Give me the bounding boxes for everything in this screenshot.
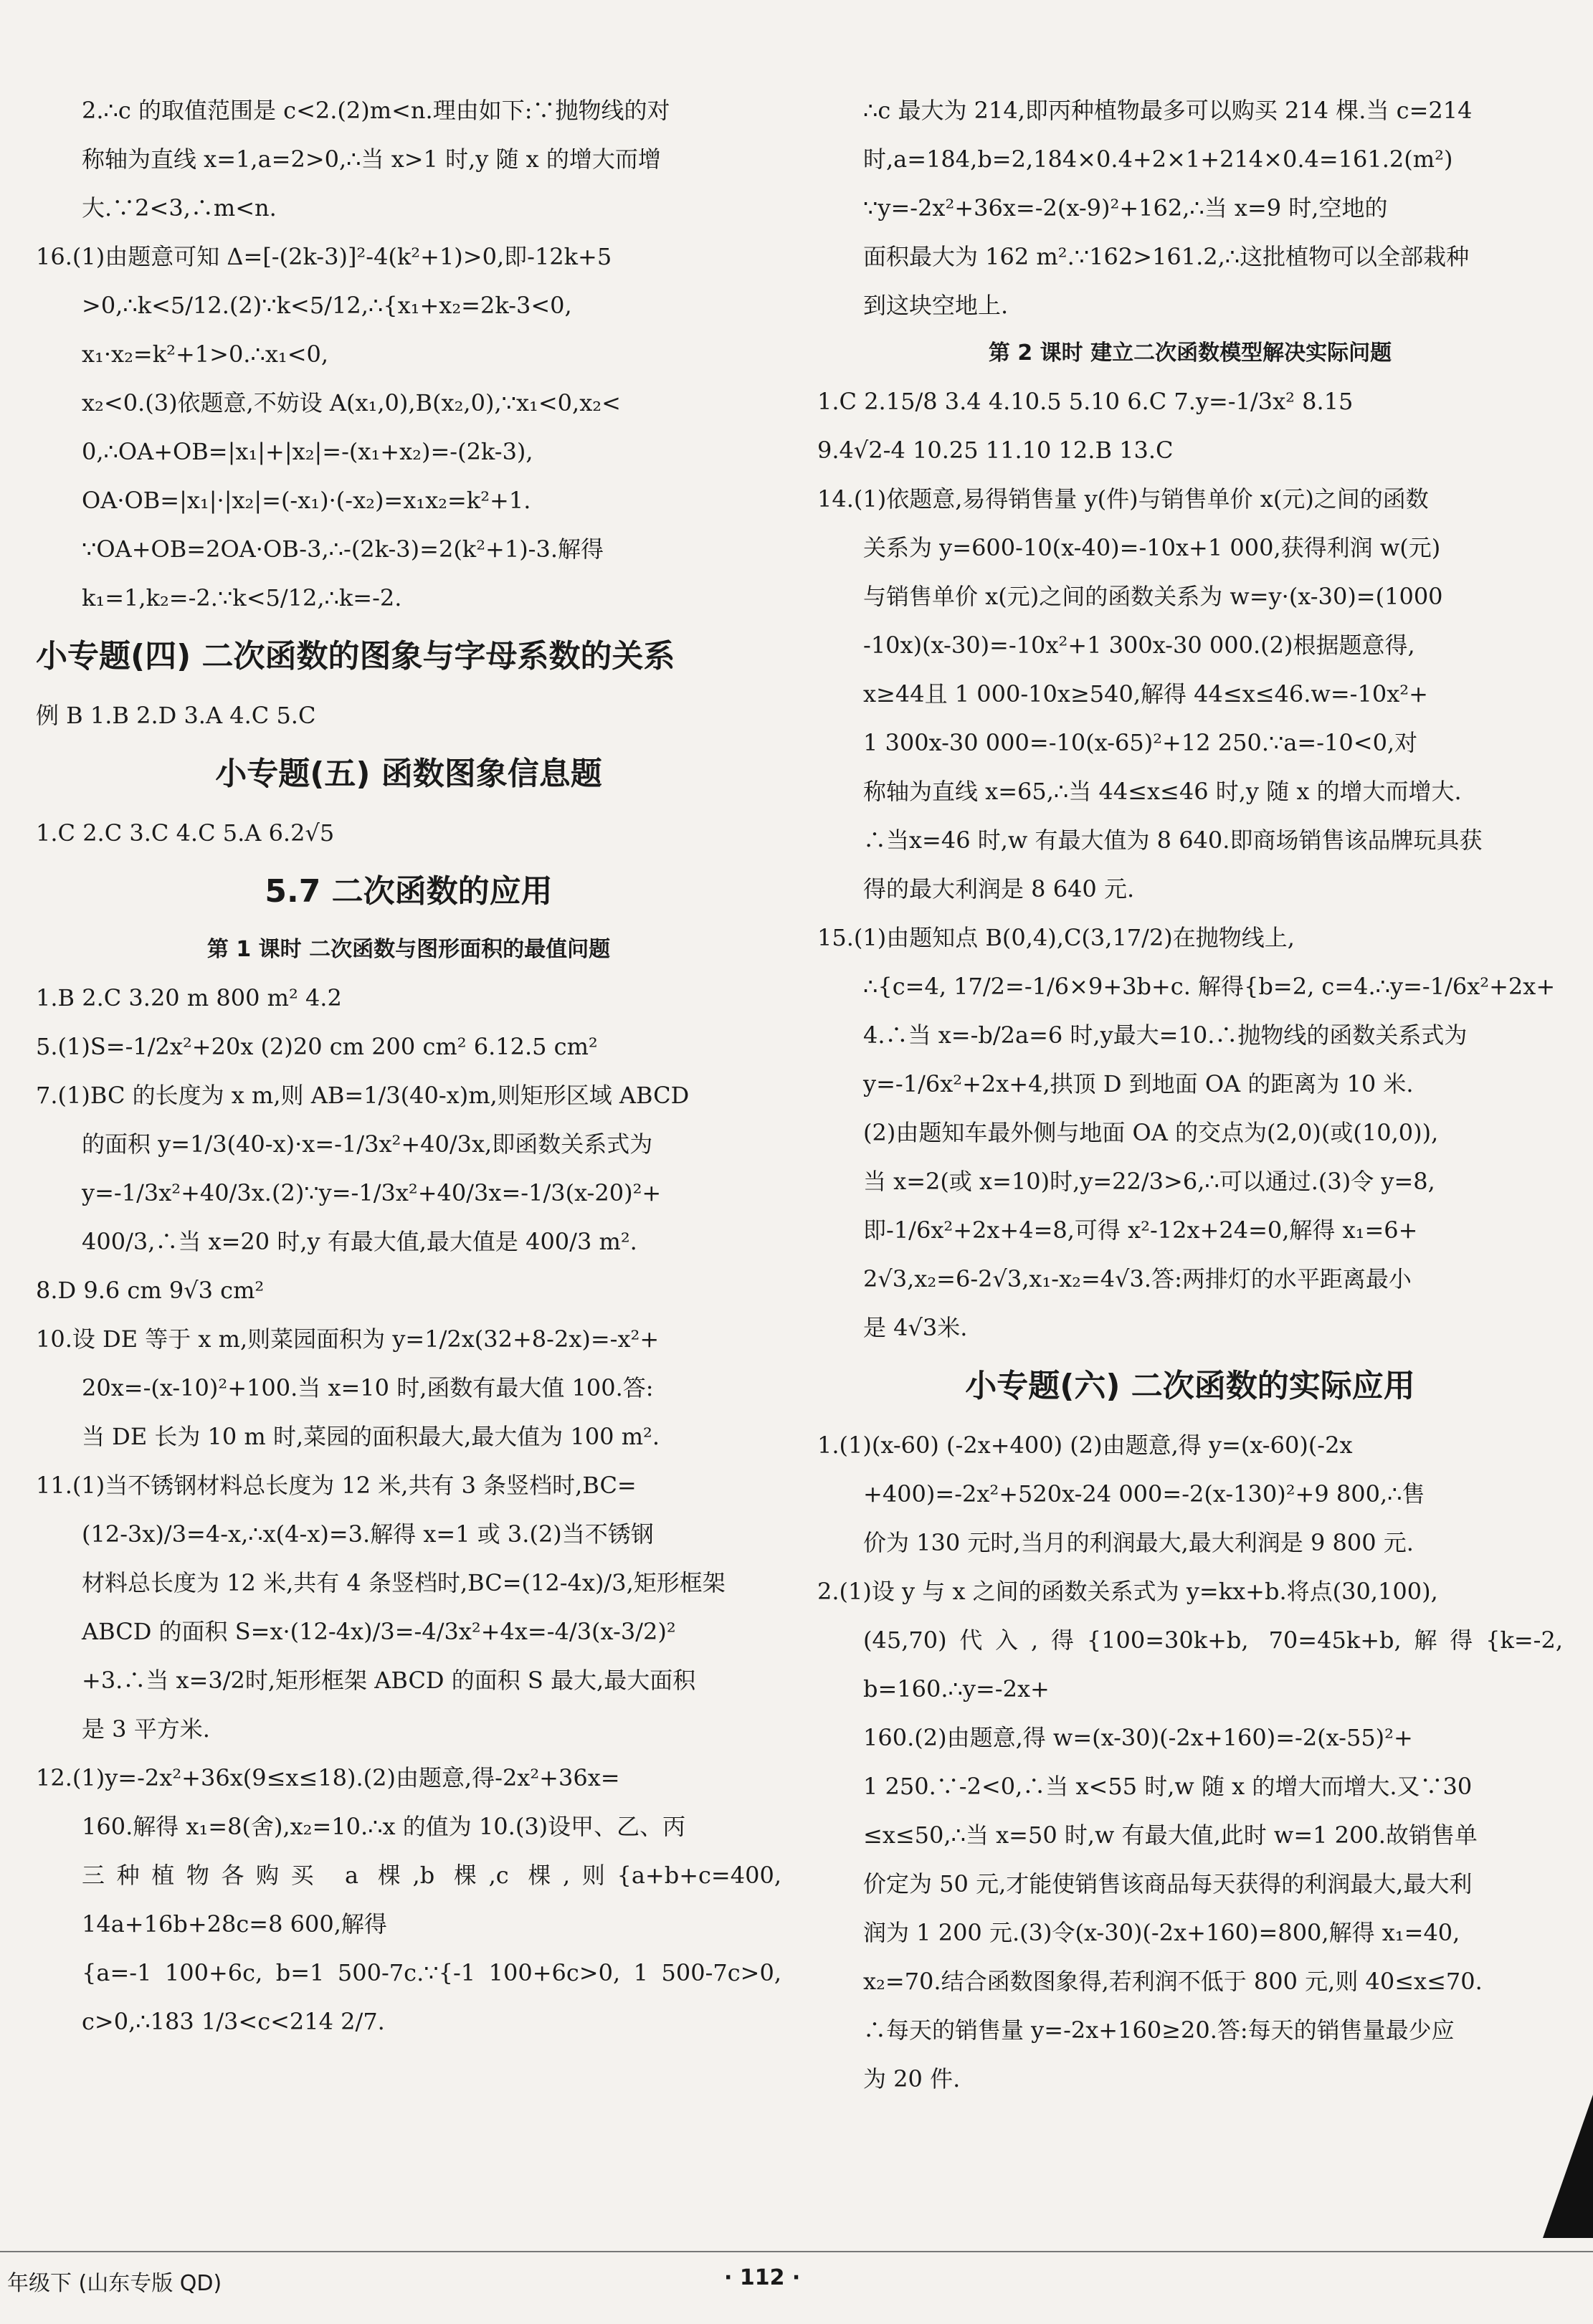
text-line: 面积最大为 162 m².∵162>161.2,∴这批植物可以全部栽种: [863, 243, 1470, 270]
text-line: 12.(1)y=-2x²+36x(9≤x≤18).(2)由题意,得-2x²+36x=: [36, 1764, 620, 1791]
text-line: -10x)(x-30)=-10x²+1 300x-30 000.(2)根据题意得,: [863, 632, 1415, 659]
text-line: 大.∵2<3,∴m<n.: [82, 194, 277, 222]
text-line: x≥44且 1 000-10x≥540,解得 44≤x≤46.w=-10x²+: [863, 680, 1428, 708]
text-line: x₂<0.(3)依题意,不妨设 A(x₁,0),B(x₂,0),∵x₁<0,x₂<: [82, 389, 621, 416]
text-line: ∴每天的销售量 y=-2x+160≥20.答:每天的销售量最少应: [863, 2016, 1455, 2044]
text-line: 价为 130 元时,当月的利润最大,最大利润是 9 800 元.: [863, 1529, 1414, 1556]
text-line: x₂=70.结合函数图象得,若利润不低于 800 元,则 40≤x≤70.: [863, 1968, 1483, 1995]
text-line: 价定为 50 元,才能使销售该商品每天获得的利润最大,最大利: [863, 1870, 1473, 1897]
text-line: 4.∴当 x=-b/2a=6 时,y最大=10.∴抛物线的函数关系式为: [863, 1021, 1468, 1049]
text-line: ∵OA+OB=2OA·OB-3,∴-(2k-3)=2(k²+1)-3.解得: [82, 535, 604, 563]
left-column: [36, 86, 781, 2046]
text-line: 2.(1)设 y 与 x 之间的函数关系式为 y=kx+b.将点(30,100),: [817, 1578, 1438, 1605]
text-line: 润为 1 200 元.(3)令(x-30)(-2x+160)=800,解得 x₁=40,: [863, 1919, 1460, 1946]
text-line: 到这块空地上.: [863, 292, 1009, 319]
text-line: 即-1/6x²+2x+4=8,可得 x²-12x+24=0,解得 x₁=6+: [863, 1216, 1418, 1244]
topic-4-answers: 例 B 1.B 2.D 3.A 4.C 5.C: [36, 702, 316, 729]
lesson-2-title: 第 2 课时 建立二次函数模型解决实际问题: [988, 340, 1392, 366]
text-line: (45,70)代入,得{100=30k+b, 70=45k+b,解得{k=-2, b=160.∴y=-2x+: [863, 1627, 1563, 1702]
text-line: 当 DE 长为 10 m 时,菜园的面积最大,最大值为 100 m².: [82, 1423, 660, 1450]
text-line: 160.解得 x₁=8(舍),x₂=10.∴x 的值为 10.(3)设甲、乙、丙: [82, 1813, 686, 1840]
text-line: ∴c 最大为 214,即丙种植物最多可以购买 214 棵.当 c=214: [863, 97, 1473, 124]
text-line: OA·OB=|x₁|·|x₂|=(-x₁)·(-x₂)=x₁x₂=k²+1.: [82, 487, 531, 514]
text-line: +3.∴当 x=3/2时,矩形框架 ABCD 的面积 S 最大,最大面积: [82, 1667, 696, 1694]
text-line: 1.(1)(x-60) (-2x+400) (2)由题意,得 y=(x-60)(-2x: [817, 1432, 1353, 1459]
text-line: 20x=-(x-10)²+100.当 x=10 时,函数有最大值 100.答:: [82, 1374, 654, 1401]
text-line: ∵y=-2x²+36x=-2(x-9)²+162,∴当 x=9 时,空地的: [863, 194, 1388, 222]
topic-4-title: 小专题(四) 二次函数的图象与字母系数的关系: [36, 638, 675, 675]
text-line: 是 4√3米.: [863, 1314, 968, 1341]
text-line: 与销售单价 x(元)之间的函数关系为 w=y·(x-30)=(1000: [863, 583, 1443, 610]
text-line: 三种植物各购买 a 棵,b 棵,c 棵,则{a+b+c=400, 14a+16b+28c=8 600,解得: [82, 1862, 781, 1938]
text-line: ABCD 的面积 S=x·(12-4x)/3=-4/3x²+4x=-4/3(x-3/2)²: [82, 1618, 676, 1645]
text-line: 9.4√2-4 10.25 11.10 12.B 13.C: [817, 437, 1174, 464]
text-line: 11.(1)当不锈钢材料总长度为 12 米,共有 3 条竖档时,BC=: [36, 1472, 637, 1499]
text-line: 1.C 2.15/8 3.4 4.10.5 5.10 6.C 7.y=-1/3x² 8.15: [817, 388, 1354, 415]
text-line: 时,a=184,b=2,184×0.4+2×1+214×0.4=161.2(m²): [863, 146, 1453, 173]
text-line: 0,∴OA+OB=|x₁|+|x₂|=-(x₁+x₂)=-(2k-3),: [82, 438, 533, 465]
text-line: 2.∴c 的取值范围是 c<2.(2)m<n.理由如下:∵抛物线的对: [82, 97, 670, 124]
section-title: 5.7 二次函数的应用: [265, 873, 553, 910]
text-line: ≤x≤50,∴当 x=50 时,w 有最大值,此时 w=1 200.故销售单: [863, 1821, 1478, 1849]
text-line: 的面积 y=1/3(40-x)·x=-1/3x²+40/3x,即函数关系式为: [82, 1130, 653, 1158]
text-line: 为 20 件.: [863, 2065, 961, 2092]
text-line: 关系为 y=600-10(x-40)=-10x+1 000,获得利润 w(元): [863, 534, 1441, 561]
footer-divider: [0, 2251, 1593, 2252]
text-line: 称轴为直线 x=1,a=2>0,∴当 x>1 时,y 随 x 的增大而增: [82, 146, 661, 173]
text-line: 10.设 DE 等于 x m,则菜园面积为 y=1/2x(32+8-2x)=-x²+: [36, 1325, 660, 1353]
text-line: (2)由题知车最外侧与地面 OA 的交点为(2,0)(或(10,0)),: [863, 1119, 1439, 1146]
text-line: +400)=-2x²+520x-24 000=-2(x-130)²+9 800,∴售: [863, 1480, 1425, 1508]
topic-5-answers: 1.C 2.C 3.C 4.C 5.A 6.2√5: [36, 819, 335, 847]
page-number: · 112 ·: [724, 2265, 801, 2290]
text-line: 是 3 平方米.: [82, 1715, 210, 1743]
text-line: >0,∴k<5/12.(2)∵k<5/12,∴{x₁+x₂=2k-3<0, x₁·x₂=k²+1>0.∴x₁<0,: [82, 292, 572, 368]
text-line: k₁=1,k₂=-2.∵k<5/12,∴k=-2.: [82, 584, 402, 611]
text-line: y=-1/3x²+40/3x.(2)∵y=-1/3x²+40/3x=-1/3(x-20)²+: [82, 1179, 662, 1206]
text-line: y=-1/6x²+2x+4,拱顶 D 到地面 OA 的距离为 10 米.: [863, 1070, 1414, 1097]
topic-6-title: 小专题(六) 二次函数的实际应用: [965, 1368, 1415, 1404]
right-column: [817, 86, 1563, 2103]
text-line: ∴当x=46 时,w 有最大值为 8 640.即商场销售该品牌玩具获: [863, 827, 1483, 854]
text-line: 得的最大利润是 8 640 元.: [863, 875, 1135, 903]
text-line: 1 250.∵-2<0,∴当 x<55 时,w 随 x 的增大而增大.又∵30: [863, 1773, 1473, 1800]
footer-edition: 年级下 (山东专版 QD): [7, 2271, 222, 2296]
text-line: 材料总长度为 12 米,共有 4 条竖档时,BC=(12-4x)/3,矩形框架: [82, 1569, 726, 1596]
text-line: 2√3,x₂=6-2√3,x₁-x₂=4√3.答:两排灯的水平距离最小: [863, 1265, 1412, 1292]
text-line: 400/3,∴当 x=20 时,y 有最大值,最大值是 400/3 m².: [82, 1228, 637, 1255]
text-line: ∴{c=4, 17/2=-1/6×9+3b+c. 解得{b=2, c=4.∴y=-1/6x²+2x+: [863, 973, 1556, 1000]
topic-5-title: 小专题(五) 函数图象信息题: [215, 756, 602, 792]
text-line: 16.(1)由题意可知 Δ=[-(2k-3)]²-4(k²+1)>0,即-12k+5: [36, 243, 612, 270]
text-line: 160.(2)由题意,得 w=(x-30)(-2x+160)=-2(x-55)²+: [863, 1724, 1413, 1751]
text-line: 当 x=2(或 x=10)时,y=22/3>6,∴可以通过.(3)令 y=8,: [863, 1168, 1435, 1195]
text-line: 14.(1)依题意,易得销售量 y(件)与销售单价 x(元)之间的函数: [817, 485, 1429, 513]
corner-mark-icon: [1543, 2095, 1593, 2238]
text-line: 7.(1)BC 的长度为 x m,则 AB=1/3(40-x)m,则矩形区域 ABCD: [36, 1082, 690, 1109]
text-line: {a=-1 100+6c, b=1 500-7c.∵{-1 100+6c>0, 1 500-7c>0, c>0,∴183 1/3<c<214 2/7.: [82, 1959, 781, 2035]
text-line: 1 300x-30 000=-10(x-65)²+12 250.∵a=-10<0,对: [863, 729, 1418, 756]
page-footer: [0, 2265, 1593, 2308]
text-line: 15.(1)由题知点 B(0,4),C(3,17/2)在抛物线上,: [817, 924, 1295, 951]
text-line: 称轴为直线 x=65,∴当 44≤x≤46 时,y 随 x 的增大而增大.: [863, 778, 1462, 805]
text-line: 1.B 2.C 3.20 m 800 m² 4.2: [36, 984, 342, 1011]
text-line: 8.D 9.6 cm 9√3 cm²: [36, 1277, 265, 1304]
text-line: 5.(1)S=-1/2x²+20x (2)20 cm 200 cm² 6.12.5 cm²: [36, 1033, 598, 1060]
lesson-1-title: 第 1 课时 二次函数与图形面积的最值问题: [206, 937, 611, 962]
text-line: (12-3x)/3=4-x,∴x(4-x)=3.解得 x=1 或 3.(2)当不锈钢: [82, 1520, 654, 1548]
